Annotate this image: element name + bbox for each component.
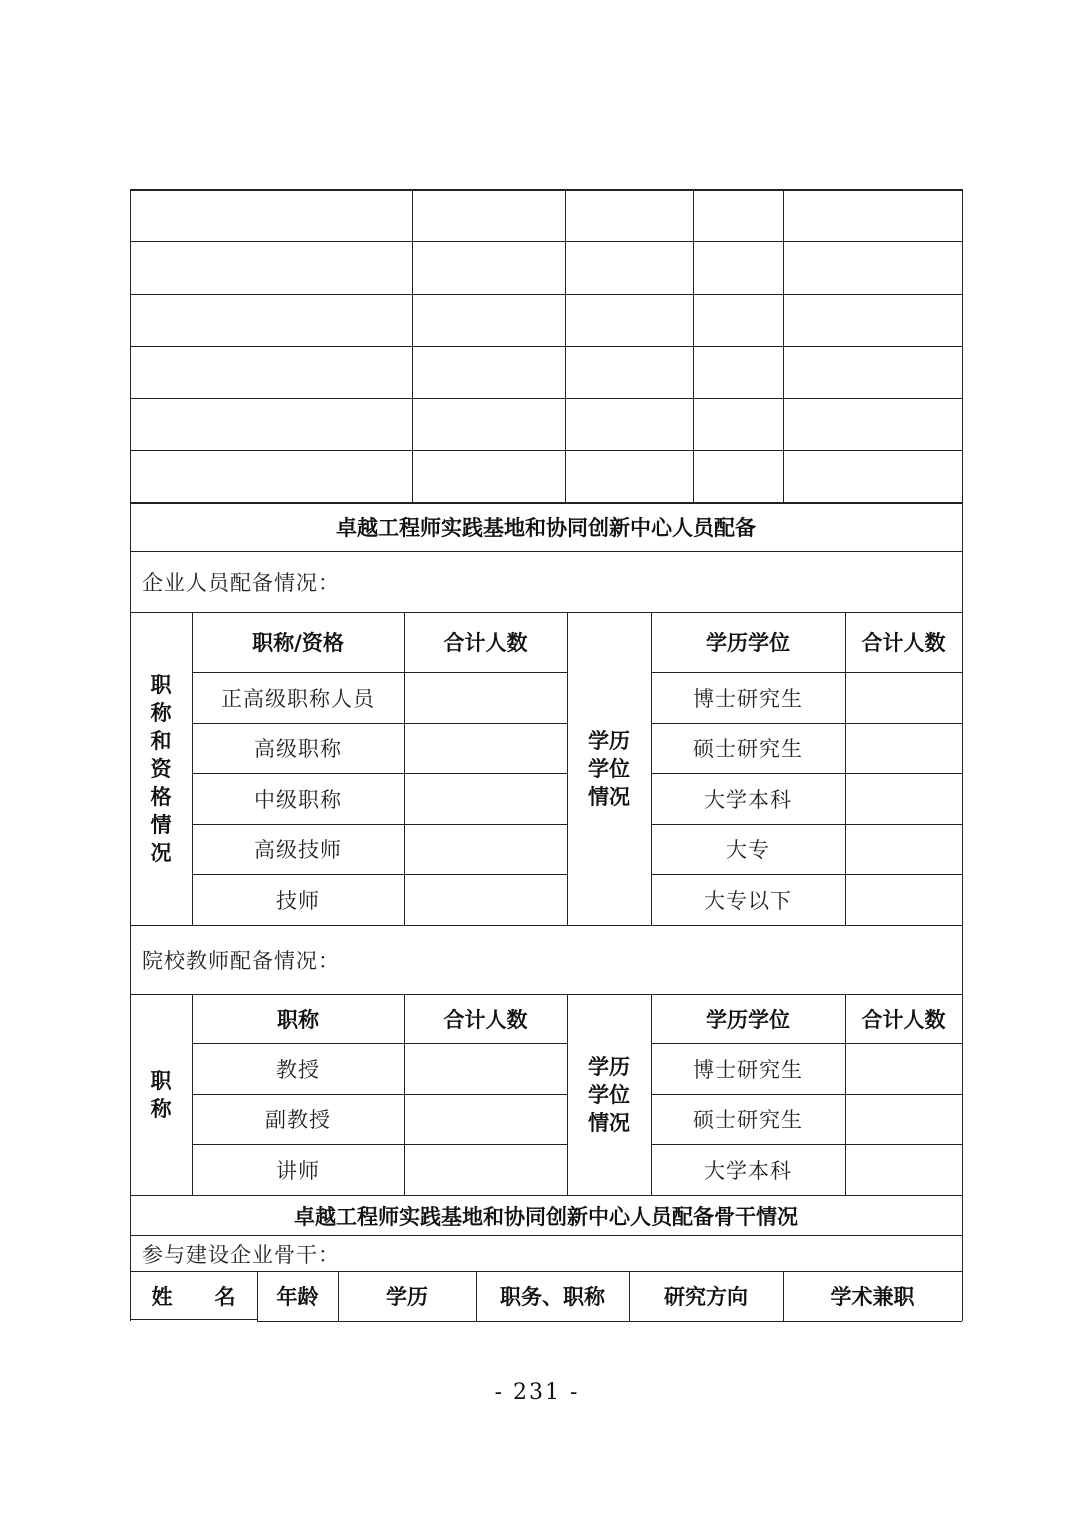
enterprise-degree-row: 大学本科 bbox=[704, 788, 792, 812]
backbone-label: 参与建设企业骨干： bbox=[142, 1242, 340, 1267]
teachers-col-title: 职称 bbox=[277, 1007, 319, 1032]
teachers-degree-row: 大学本科 bbox=[704, 1159, 792, 1183]
teachers-degree-row: 博士研究生 bbox=[693, 1058, 803, 1082]
teachers-title-row: 讲师 bbox=[276, 1159, 320, 1183]
header-education: 学历 bbox=[386, 1285, 428, 1309]
enterprise-degree-row: 大专以下 bbox=[704, 889, 792, 913]
teachers-degree-row: 硕士研究生 bbox=[693, 1108, 803, 1132]
header-academic-post: 学术兼职 bbox=[830, 1285, 915, 1309]
enterprise-title-row: 正高级职称人员 bbox=[221, 687, 375, 711]
page-number: - 231 - bbox=[494, 1380, 580, 1405]
enterprise-title-row: 中级职称 bbox=[254, 788, 342, 812]
teachers-degree-group-label: 学历 学位 情况 bbox=[588, 1054, 630, 1135]
header-position: 职务、职称 bbox=[500, 1285, 605, 1309]
teachers-title-row: 教授 bbox=[276, 1058, 320, 1082]
enterprise-degree-row: 大专 bbox=[726, 838, 770, 862]
section2-title: 卓越工程师实践基地和协同创新中心人员配备骨干情况 bbox=[294, 1204, 798, 1229]
enterprise-label: 企业人员配备情况： bbox=[142, 571, 340, 595]
header-name: 姓 名 bbox=[151, 1285, 236, 1309]
enterprise-col-degree: 学历学位 bbox=[706, 631, 790, 655]
enterprise-degree-row: 博士研究生 bbox=[693, 687, 803, 711]
enterprise-title-row: 高级技师 bbox=[254, 838, 342, 862]
enterprise-title-row: 技师 bbox=[276, 889, 320, 913]
teachers-group-label: 职 称 bbox=[150, 1068, 172, 1121]
enterprise-degree-group-label: 学历 学位 情况 bbox=[588, 728, 630, 809]
header-age: 年龄 bbox=[276, 1285, 319, 1309]
teachers-col-count2: 合计人数 bbox=[861, 1007, 946, 1032]
teachers-col-count: 合计人数 bbox=[443, 1007, 528, 1032]
teachers-title-row: 副教授 bbox=[265, 1108, 331, 1132]
enterprise-col-title: 职称/资格 bbox=[252, 631, 344, 655]
enterprise-col-count: 合计人数 bbox=[443, 631, 528, 655]
enterprise-group-label: 职 称 和 资 格 情 况 bbox=[150, 672, 172, 865]
header-research: 研究方向 bbox=[664, 1285, 748, 1309]
enterprise-title-row: 高级职称 bbox=[254, 737, 342, 761]
section-title: 卓越工程师实践基地和协同创新中心人员配备 bbox=[336, 516, 756, 540]
enterprise-col-count2: 合计人数 bbox=[861, 631, 946, 655]
teachers-col-degree: 学历学位 bbox=[706, 1007, 790, 1032]
enterprise-degree-row: 硕士研究生 bbox=[693, 737, 803, 761]
teachers-label: 院校教师配备情况： bbox=[142, 949, 340, 973]
